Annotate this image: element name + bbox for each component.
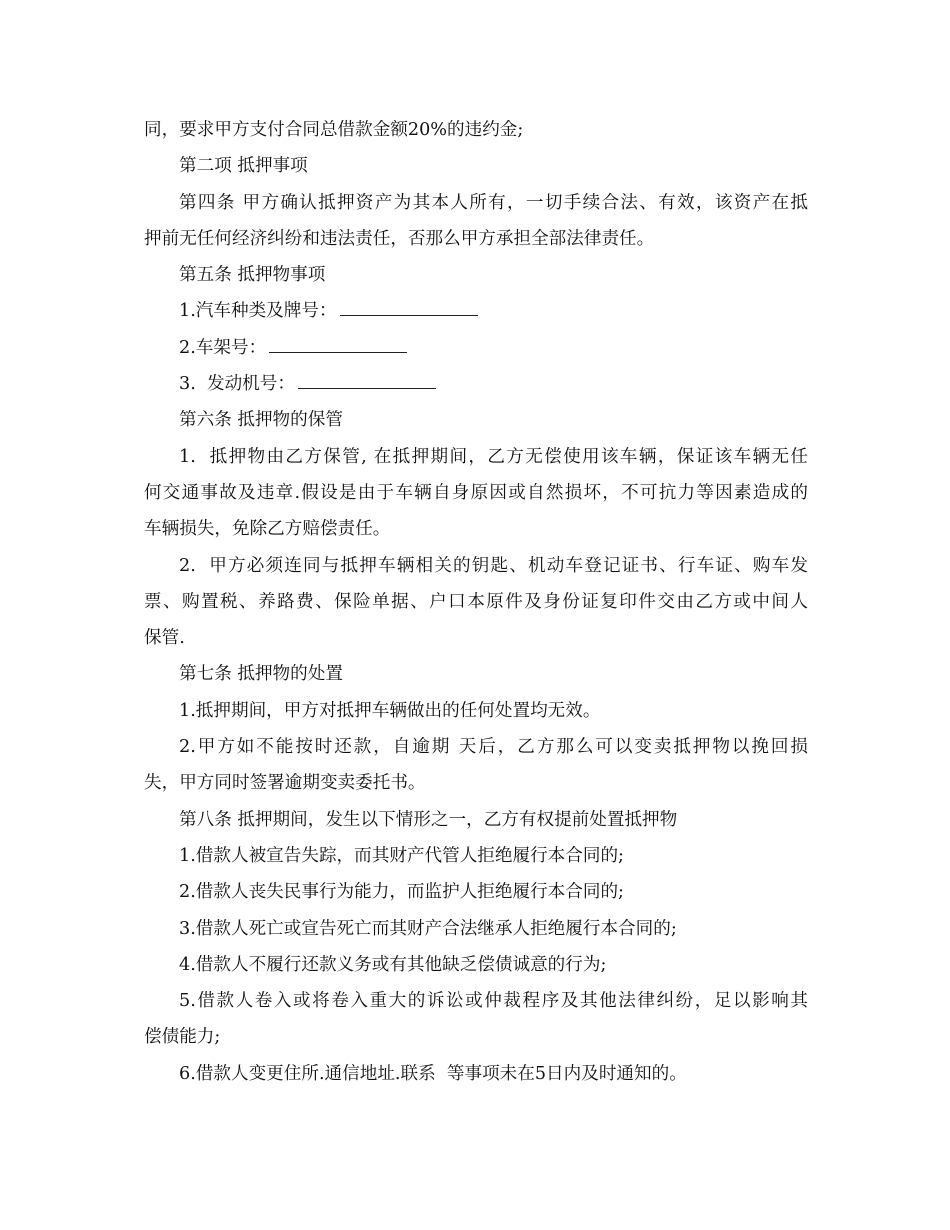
list-item: 3.借款人死亡或宣告死亡而其财产合法继承人拒绝履行本合同的; — [179, 918, 677, 939]
blank-field-line — [269, 335, 407, 353]
text-line: 2.甲方如不能按时还款，自逾期 天后，乙方那么可以变卖抵押物以挽回损 — [179, 737, 808, 758]
list-item: 4.借款人不履行还款义务或有其他缺乏偿债诚意的行为; — [179, 954, 607, 975]
list-item: 1.借款人被宣告失踪，而其财产代管人拒绝履行本合同的; — [179, 845, 624, 866]
list-item: 2.借款人丧失民事行为能力，而监护人拒绝履行本合同的; — [179, 882, 624, 903]
text-line: 何交通事故及违章.假设是由于车辆自身原因或自然损坏，不可抗力等因素造成的 — [144, 482, 808, 503]
text-line: 第四条 甲方确认抵押资产为其本人所有，一切手续合法、有效，该资产在抵 — [179, 192, 808, 213]
list-item: 6.借款人变更住所.通信地址.联系 等事项未在5日内及时通知的。 — [179, 1063, 687, 1084]
text-line: 2. 甲方必须连同与抵押车辆相关的钥匙、机动车登记证书、行车证、购车发 — [179, 555, 808, 576]
article-heading: 第六条 抵押物的保管 — [179, 410, 343, 431]
form-line — [144, 330, 808, 366]
text-line: 1.抵押期间，甲方对抵押车辆做出的任何处置均无效。 — [179, 700, 601, 721]
text-line: 押前无任何经济纠纷和违法责任，否那么甲方承担全部法律责任。 — [144, 228, 655, 249]
article-heading: 第七条 抵押物的处置 — [179, 664, 343, 685]
blank-field-line — [298, 371, 436, 389]
text-line: 同，要求甲方支付合同总借款金额20%的违约金; — [144, 120, 524, 140]
list-item: 5.借款人卷入或将卷入重大的诉讼或仲裁程序及其他法律纠纷，足以影响其 — [179, 991, 808, 1012]
text-line: 偿债能力; — [144, 1027, 221, 1048]
text-line: 车辆损失，免除乙方赔偿责任。 — [144, 519, 391, 540]
form-line — [144, 366, 808, 402]
text-line: 保管. — [144, 628, 185, 649]
blank-field-line — [340, 298, 478, 316]
text-line: 失，甲方同时签署逾期变卖委托书。 — [144, 773, 426, 794]
article-heading: 第八条 抵押期间，发生以下情形之一，乙方有权提前处置抵押物 — [179, 809, 678, 830]
section-heading: 第二项 抵押事项 — [179, 156, 308, 177]
field-label: 2.车架号： — [179, 337, 267, 358]
document-page — [144, 112, 808, 1092]
field-label: 3. 发动机号： — [179, 374, 295, 395]
form-line — [144, 293, 808, 329]
article-heading: 第五条 抵押物事项 — [179, 265, 326, 286]
text-line: 票、购置税、养路费、保险单据、户口本原件及身份证复印件交由乙方或中间人 — [144, 591, 808, 612]
text-line: 1. 抵押物由乙方保管, 在抵押期间，乙方无偿使用该车辆，保证该车辆无任 — [179, 446, 808, 467]
field-label: 1.汽车种类及牌号： — [179, 301, 337, 322]
